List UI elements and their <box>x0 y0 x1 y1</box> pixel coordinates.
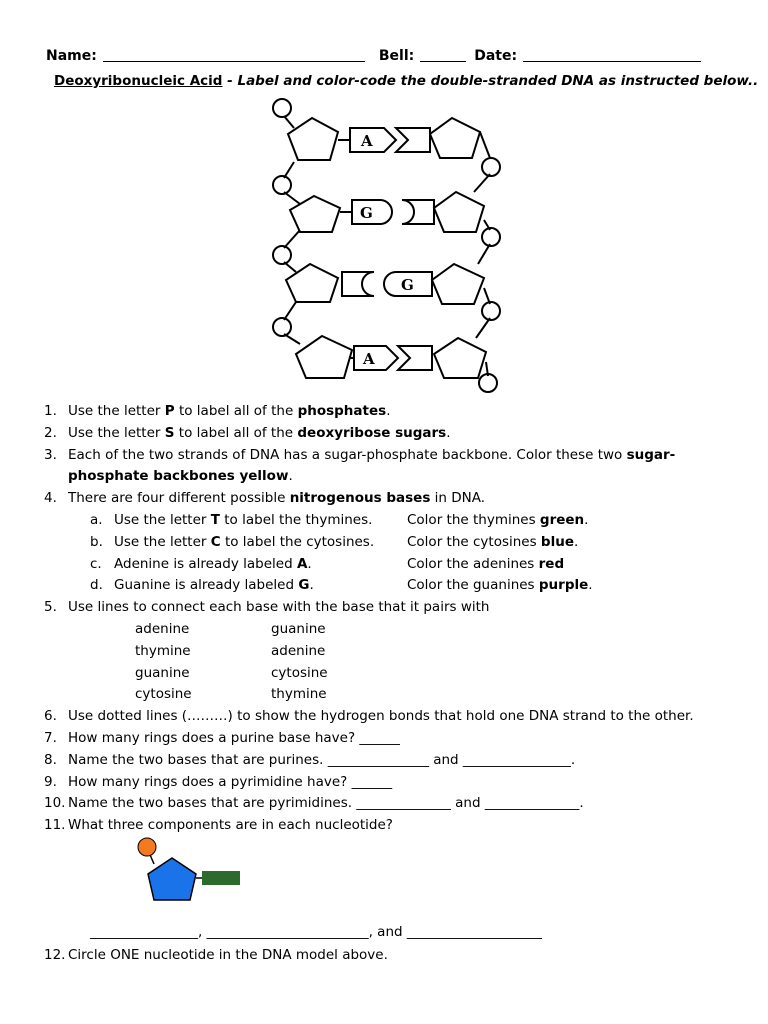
adenine-base <box>350 128 396 152</box>
worksheet-title: Deoxyribonucleic Acid <box>54 73 223 89</box>
date-label: Date: <box>474 48 518 64</box>
question-5: 5. Use lines to connect each base with the base that it pairs with <box>44 599 490 616</box>
dna-double-strand-diagram <box>262 92 532 394</box>
question-3: 3. Each of the two strands of DNA has a sugar-phosphate backbone. Color these two sugar-phosphate backbones yellow. <box>44 446 676 485</box>
sugar-pentagon <box>432 264 484 304</box>
pair-row[interactable]: guanine cytosine <box>135 664 328 681</box>
phosphate-circle <box>482 302 500 320</box>
base-notch-right <box>402 200 434 224</box>
nucleotide-component-blanks[interactable]: ________________, ________________________, and ____________________ <box>90 924 542 940</box>
phosphate-icon <box>138 838 156 856</box>
sugar-pentagon <box>296 336 352 378</box>
question-10[interactable]: 10. Name the two bases that are pyrimidines. ______________ and ______________. <box>44 795 584 812</box>
question-1: 1. Use the letter P to label all of the phosphates. <box>44 403 391 419</box>
base-label: A <box>363 350 375 368</box>
question-4c: c. Adenine is already labeled A. Color the adenines red <box>90 555 565 572</box>
nucleotide-illustration <box>136 836 246 908</box>
base-label: G <box>360 204 373 222</box>
worksheet-subtitle: Deoxyribonucleic Acid - Label and color-code the double-stranded DNA as instructed below.. <box>54 73 759 89</box>
question-7[interactable]: 7. How many rings does a purine base have? ______ <box>44 729 400 746</box>
question-4a: a. Use the letter T to label the thymines. Color the thymines green. <box>90 511 589 528</box>
sugar-icon <box>148 858 196 900</box>
base-notch-right <box>398 346 432 370</box>
phosphate-circle <box>482 158 500 176</box>
sugar-pentagon <box>288 118 338 160</box>
phosphate-circle <box>273 99 291 117</box>
sugar-pentagon <box>434 338 486 378</box>
question-6: 6. Use dotted lines (………) to show the hydrogen bonds that hold one DNA strand to the other. <box>44 708 694 725</box>
pair-row[interactable]: adenine guanine <box>135 620 326 637</box>
base-notch-left <box>342 272 374 296</box>
sugar-pentagon <box>430 118 480 158</box>
base-icon <box>202 871 240 885</box>
question-4: 4. There are four different possible nitrogenous bases in DNA. <box>44 490 486 507</box>
question-8[interactable]: 8. Name the two bases that are purines. _______________ and ________________. <box>44 751 576 768</box>
adenine-base <box>354 346 398 370</box>
bell-blank[interactable] <box>420 47 466 62</box>
phosphate-circle <box>273 318 291 336</box>
date-blank[interactable] <box>523 47 701 62</box>
question-9[interactable]: 9. How many rings does a pyrimidine have? ______ <box>44 773 393 790</box>
name-label: Name: <box>46 48 97 64</box>
base-pair-matching <box>44 619 744 706</box>
pair-row[interactable]: cytosine thymine <box>135 686 327 703</box>
question-4d: d. Guanine is already labeled G. Color the guanines purple. <box>90 577 593 594</box>
question-4b: b. Use the letter C to label the cytosines. Color the cytosines blue. <box>90 533 579 550</box>
phosphate-circle <box>273 246 291 264</box>
base-label: G <box>401 276 414 294</box>
phosphate-circle <box>479 374 497 392</box>
pair-row[interactable]: thymine adenine <box>135 642 326 659</box>
sugar-pentagon <box>434 192 484 232</box>
question-2: 2. Use the letter S to label all of the deoxyribose sugars. <box>44 424 451 441</box>
question-11: 11. What three components are in each nucleotide? <box>44 817 393 834</box>
phosphate-circle <box>273 176 291 194</box>
phosphate-circle <box>482 228 500 246</box>
question-list <box>44 401 744 837</box>
worksheet-header <box>46 47 736 64</box>
question-12: 12. Circle ONE nucleotide in the DNA model above. <box>44 947 388 963</box>
bell-label: Bell: <box>378 48 415 64</box>
worksheet-instruction: Label and color-code the double-stranded DNA as instructed below.. <box>237 73 759 89</box>
base-notch-right <box>396 128 430 152</box>
name-blank[interactable] <box>103 47 365 62</box>
base-label: A <box>361 132 373 150</box>
